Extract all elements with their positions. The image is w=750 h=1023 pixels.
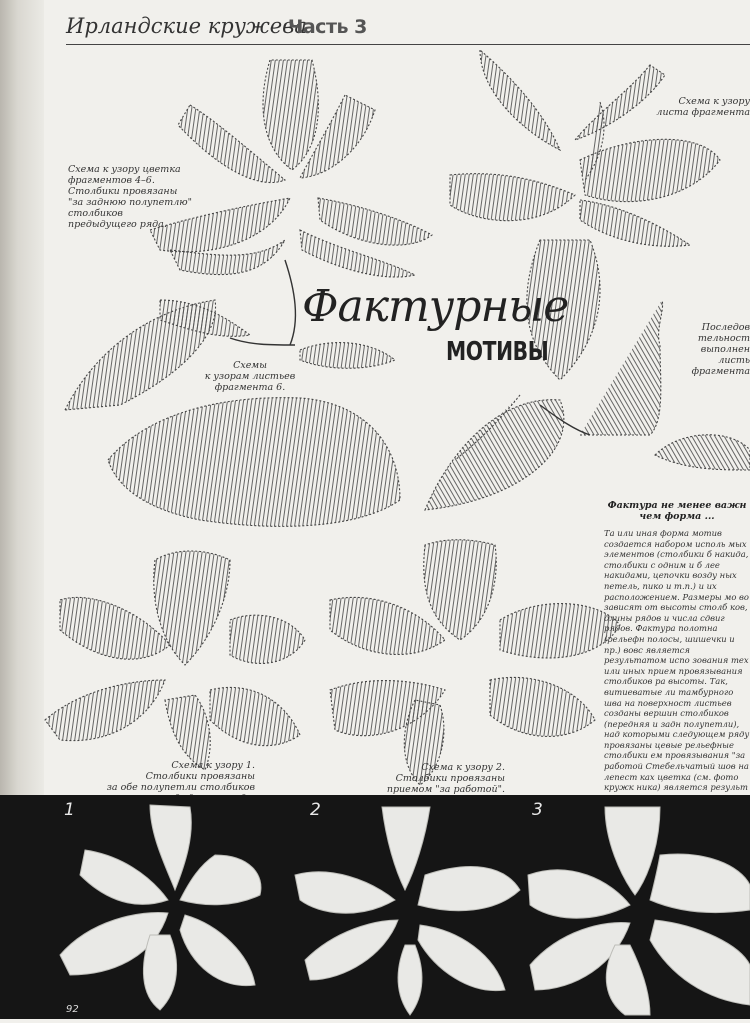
caption-leaves-fragment-6: Схемы к узорам листьев фрагмента 6.	[204, 360, 296, 393]
flower-chart-pattern-2	[330, 540, 620, 785]
article-body: Та или иная форма мотив создается набором исполь мых элементов (столбики б накида, столбики с одним и б лее накидами, цепочки возду ных петель, пико и т.п.) и их расположением. Размеры мо во зависят от высоты столб ков, длины рядов и числа сдвиг рядов. Фактура полотна (рельефн полосы, шишечки и пр.) вовс является результатом испо зования тех или иных прием провязывания столбиков ра высоты. Так, витиеватые ли тамбурного шва на поверхност листьев созданы вершин столбиков (передняя и задн полупетли), над которыми следующем ряду провязаны цевые рельефные столбики ем провязывания "за работой Стебельчатый шов на лепест ках цветка (см. фото кружк ника) является результ	[604, 528, 750, 793]
flower-chart-4-6	[150, 60, 432, 277]
lace-flower-photo-3	[528, 807, 750, 1015]
flower-chart-pattern-1	[45, 551, 305, 770]
page-number: 92	[66, 1004, 79, 1015]
article-heading: Фактура не менее важн чем форма ...	[607, 500, 747, 522]
section-subtitle: МОТИВЫ	[446, 337, 549, 367]
stem-line	[285, 260, 295, 345]
caption-pattern-1: Схема к узору 1. Столбики провязаны за обе полупетли столбиков	[106, 760, 255, 793]
header-title: Ирландские кружева	[66, 14, 307, 38]
photo-band	[0, 795, 750, 1019]
caption-flower-fragments-4-6: Схема к узору цветка фрагментов 4–6. Столбики провязаны "за заднюю полупетлю" столбиков предыдущего ряда.	[68, 164, 193, 230]
photo-label-3: 3	[532, 800, 543, 820]
leaf-charts-fragment-6	[65, 300, 400, 526]
lace-flower-photo-1	[60, 805, 261, 1010]
caption-sequence: Последов тельност выполнен листь фрагмента	[691, 322, 750, 377]
lace-flower-photo-2	[295, 807, 520, 1015]
section-title: Фактурные	[302, 281, 569, 332]
stem-line	[230, 338, 295, 345]
photo-label-1: 1	[64, 800, 75, 820]
caption-leaf-fragment: Схема к узору листа фрагмента	[656, 96, 750, 118]
caption-pattern-2: Схема к узору 2. Столбики провязаны приемом "за работой".	[386, 762, 505, 795]
header-part-label: Часть 3	[288, 16, 367, 38]
photo-label-2: 2	[310, 800, 321, 820]
article-column	[604, 500, 750, 795]
lace-photos	[0, 795, 750, 1019]
